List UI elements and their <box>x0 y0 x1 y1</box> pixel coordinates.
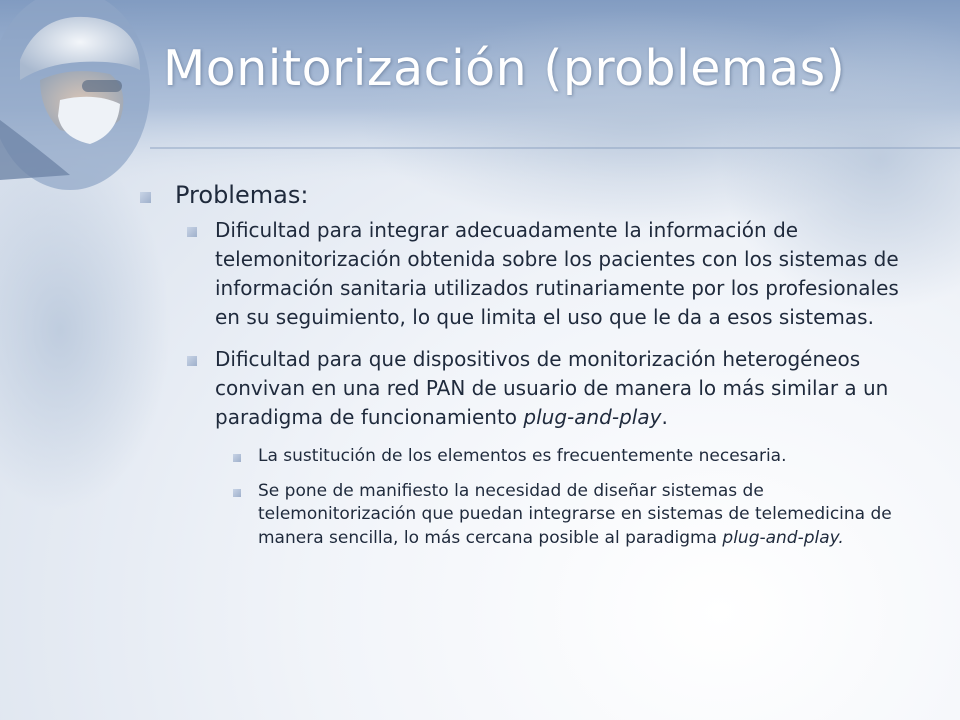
sub-bullet-text: Se pone de manifiesto la necesidad de diseñar sistemas de telemonitorización que puedan integrarse en sistemas de telemedicina de manera sencilla, lo más cercana posible al paradigma <box>258 480 892 548</box>
square-bullet-icon <box>233 454 241 462</box>
bullet-item-text-end: . <box>661 405 668 429</box>
square-bullet-icon <box>140 192 151 203</box>
bullet-item-text: Dificultad para que dispositivos de monitorización heterogéneos convivan en una red PAN de usuario de manera lo más similar a un paradigma de funcionamiento <box>215 347 889 429</box>
bullet-item-text: Dificultad para integrar adecuadamente la información de telemonitorización obtenida sobre los pacientes con los sistemas de información sanitaria utilizados rutinariamente por los profesionales en su seguimiento, lo que limita el uso que le da a esos sistemas. <box>215 218 899 329</box>
heading-text: Problemas: <box>175 181 309 209</box>
sub-bullet-text: La sustitución de los elementos es frecuentemente necesaria. <box>258 446 787 466</box>
bullet-heading <box>140 180 900 210</box>
sub-bullet-item <box>233 480 900 551</box>
slide-body <box>140 180 900 561</box>
bullet-item <box>187 345 900 432</box>
emphasis-text: plug-and-play <box>523 405 662 429</box>
square-bullet-icon <box>187 356 197 366</box>
emphasis-text: plug-and-play. <box>722 527 844 548</box>
bullet-item <box>187 216 900 332</box>
slide-title: Monitorización (problemas) <box>163 40 846 97</box>
square-bullet-icon <box>187 227 197 237</box>
sub-bullet-item <box>233 445 900 469</box>
square-bullet-icon <box>233 489 241 497</box>
